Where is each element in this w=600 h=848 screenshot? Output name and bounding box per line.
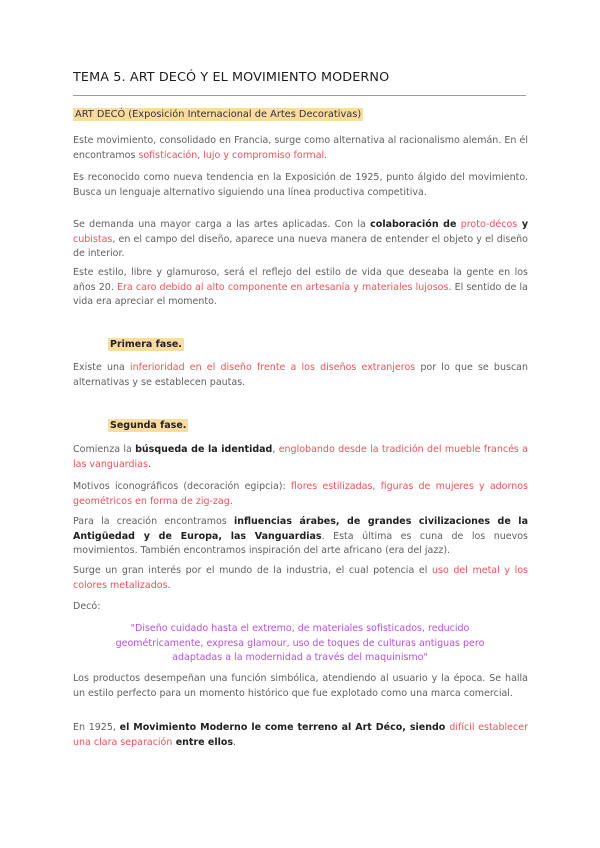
paragraph-10: Decó: bbox=[73, 601, 101, 612]
paragraph-1 bbox=[73, 134, 528, 163]
p7-text: Motivos iconográficos (decoración egipcia): bbox=[73, 481, 291, 492]
paragraph-11: Los productos desempeñan una función simbólica, atendiendo al usuario y la época. Se halla un estilo perfecto para un momento histórico que fue explotado como una marca comercial. bbox=[73, 673, 528, 699]
p6-end: . bbox=[147, 458, 151, 470]
phase-1-text: Primera fase. bbox=[110, 339, 182, 350]
p6-text: Comienza la bbox=[73, 444, 136, 455]
paragraph-6 bbox=[73, 443, 528, 472]
paragraph-12 bbox=[73, 721, 528, 750]
page-title: TEMA 5. ART DECÓ Y EL MOVIMIENTO MODERNO bbox=[73, 70, 390, 85]
p12-red: difícil establecer una clara separación bbox=[73, 722, 528, 748]
p8-end: . Esta última es cuna de los nuevos movimientos. También encontramos inspiración del arte africano (era del jazz). bbox=[73, 530, 528, 556]
p5-text: Existe una bbox=[73, 362, 130, 373]
paragraph-7 bbox=[73, 480, 528, 509]
p3-bold-2: y bbox=[517, 219, 529, 230]
paragraph-3 bbox=[73, 218, 528, 262]
p8-bold: influencias árabes, de grandes civilizaciones de la Antigüedad y de Europa, las Vanguardias bbox=[73, 516, 528, 542]
paragraph-2: Es reconocido como nueva tendencia en la Exposición de 1925, punto álgido del movimiento. Busca un lenguaje alternativo siguiendo una línea productiva competitiva. bbox=[73, 172, 528, 198]
p3-red-1: proto-décos bbox=[460, 219, 518, 230]
p7-end: . bbox=[229, 495, 233, 507]
p8-text: Para la creación encontramos bbox=[73, 516, 234, 527]
p1-end: . bbox=[324, 149, 328, 161]
p5-end: por lo que se buscan alternativas y se establecen pautas. bbox=[73, 362, 529, 388]
p6-bold: búsqueda de la identidad bbox=[135, 444, 273, 455]
p12-end: . bbox=[233, 736, 237, 748]
p3-red-2: cubistas bbox=[73, 233, 113, 245]
paragraph-8 bbox=[73, 515, 528, 559]
p6-red: englobando desde la tradición del mueble francés a las vanguardias bbox=[73, 444, 529, 470]
p4-red: Era caro debido al alto componente en artesanía y materiales lujosos bbox=[117, 281, 449, 293]
p1-red: sofisticación, lujo y compromiso formal bbox=[138, 149, 325, 161]
quote-close: " bbox=[423, 652, 428, 663]
title-divider bbox=[73, 95, 526, 96]
p12-bold-2: entre ellos bbox=[172, 736, 234, 748]
section-heading-text: ART DECÓ (Exposición Internacional de Artes Decorativas) bbox=[75, 109, 362, 120]
paragraph-4 bbox=[73, 266, 528, 310]
p12-text: En 1925, bbox=[73, 722, 120, 733]
section-heading bbox=[73, 109, 363, 120]
quote-block bbox=[100, 622, 500, 666]
phase-2-heading bbox=[108, 420, 188, 431]
p1-text: Este movimiento, consolidado en Francia, surge como alternativa al racionalismo alemán. En él encontramos bbox=[73, 135, 528, 161]
paragraph-5 bbox=[73, 361, 528, 390]
p9-end: . bbox=[167, 579, 171, 591]
quote-open: " bbox=[130, 623, 136, 634]
p3-end: , en el campo del diseño, aparece una nueva manera de entender el objeto y el diseño de interior. bbox=[73, 233, 528, 259]
phase-1-heading bbox=[108, 339, 184, 350]
phase-2-text: Segunda fase. bbox=[110, 420, 187, 431]
p4-end: . El sentido de la vida era apreciar el momento. bbox=[73, 281, 528, 307]
p9-red: uso del metal y los colores metalizados bbox=[73, 565, 528, 591]
quote-text: Diseño cuidado hasta el extremo, de materiales sofisticados, reducido geométricamente, expresa glamour, uso de toques de culturas antiguas pero adaptadas a la modernidad a través del maquinismo bbox=[115, 623, 485, 663]
p3-text: Se demanda una mayor carga a las artes aplicadas. Con la bbox=[73, 219, 371, 230]
p6-comma: , bbox=[272, 444, 279, 455]
p9-text: Surge un gran interés por el mundo de la industria, el cual potencia el bbox=[73, 565, 432, 576]
p4-text: Este estilo, libre y glamuroso, será el reflejo del estilo de vida que deseaba la gente en los años 20. bbox=[73, 267, 528, 293]
p7-red: flores estilizadas, figuras de mujeres y adornos geométricos en forma de zig-zag bbox=[73, 481, 528, 507]
p3-bold: colaboración de bbox=[370, 219, 457, 230]
paragraph-9 bbox=[73, 564, 528, 593]
p12-bold: el Movimiento Moderno le come terreno al Art Déco, siendo bbox=[119, 722, 450, 733]
p5-red: inferioridad en el diseño frente a los diseños extranjeros bbox=[129, 362, 416, 373]
